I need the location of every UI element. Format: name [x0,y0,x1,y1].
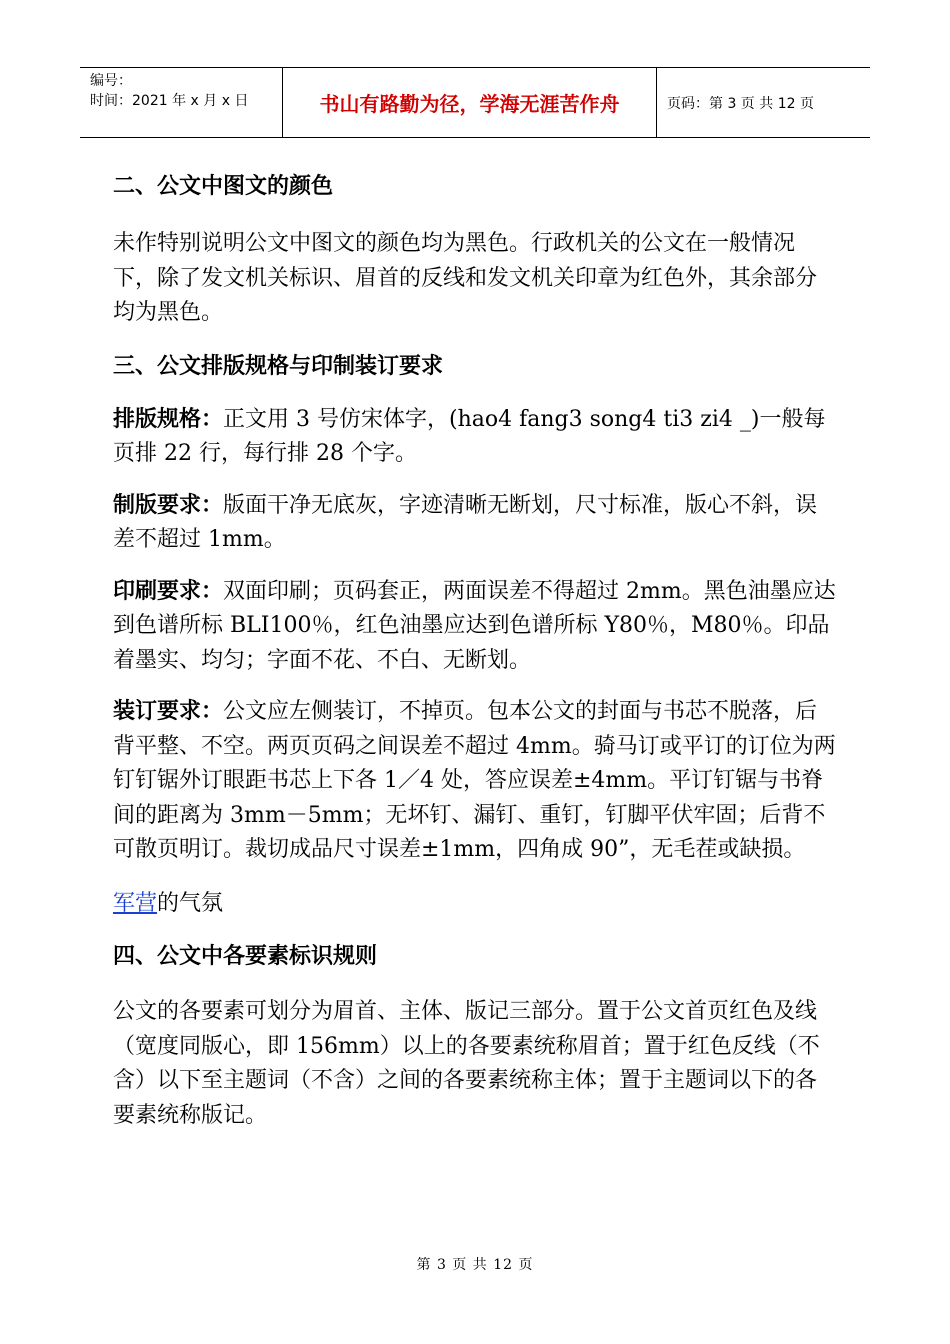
link-line-rest: 的气氛 [157,890,224,916]
header-meta [80,68,282,137]
number-label: 编号： [90,73,132,89]
label-binding-req: 装订要求： [113,699,224,724]
section-heading-3: 三、公文排版规格与印制装订要求 [113,353,444,379]
paragraph-print-req [113,575,838,679]
text-binding-req: 公文应左侧装订，不掉页。包本公文的封面与书芯不脱落，后背平整、不空。两页页码之间误差不超过 4mm。骑马订或平订的订位为两钉钉锯外订眼距书芯上下各 1／4 处，答应误差±4mm。平订钉锯与书脊间的距离为 3mm－5mm；无坏钉、漏钉、重钉，钉脚平伏牢固；后背不可散页明订。裁切成品尺寸误差±1mm，四角成 90”，无毛茬或缺损。 [113,699,836,862]
text-plate-req: 版面干净无底灰，字迹清晰无断划，尺寸标准，版心不斜，误差不超过 1mm。 [113,492,818,552]
document-body [113,170,838,1133]
barracks-link[interactable]: 军营 [113,890,158,916]
section-heading-2: 二、公文中图文的颜色 [113,174,334,199]
label-print-req: 印刷要求： [113,578,224,604]
document-header [80,67,870,138]
text-layout-spec: 正文用 3 号仿宋体字，(hao4 fang3 song4 ti3 zi4 _)一般每页排 22 行，每行排 28 个字。 [113,406,826,466]
page-footer: 第 3 页 共 12 页 [416,1257,534,1273]
paragraph-binding-req [113,695,838,868]
header-page-info: 页码：第 3 页 共 12 页 [667,95,814,112]
section-heading-4: 四、公文中各要素标识规则 [113,944,378,969]
paragraph-plate-req [113,489,838,558]
paragraph: 公文的各要素可划分为眉首、主体、版记三部分。置于公文首页红色及线（宽度同版心，即 156mm）以上的各要素统称眉首；置于红色反线（不含）以下至主题词（不含）之间的各要素统称主体；置于主题词以下的各要素统称版记。 [113,999,820,1128]
label-layout-spec: 排版规格： [113,406,224,432]
link-line [113,887,838,922]
time-label: 时间：2021 年 x 月 x 日 [90,93,249,109]
paragraph-layout-spec [113,403,838,472]
label-plate-req: 制版要求： [113,492,224,518]
header-motto: 书山有路勤为径，学海无涯苦作舟 [282,68,657,137]
paragraph: 未作特别说明公文中图文的颜色均为黑色。行政机关的公文在一般情况下，除了发文机关标识、眉首的反线和发文机关印章为红色外，其余部分均为黑色。 [113,231,818,325]
text-print-req: 双面印刷；页码套正，两面误差不得超过 2mm。黑色油墨应达到色谱所标 BLI100％，红色油墨应达到色谱所标 Y80％，M80％。印品着墨实、均匀；字面不花、不白、无断划。 [113,578,836,673]
